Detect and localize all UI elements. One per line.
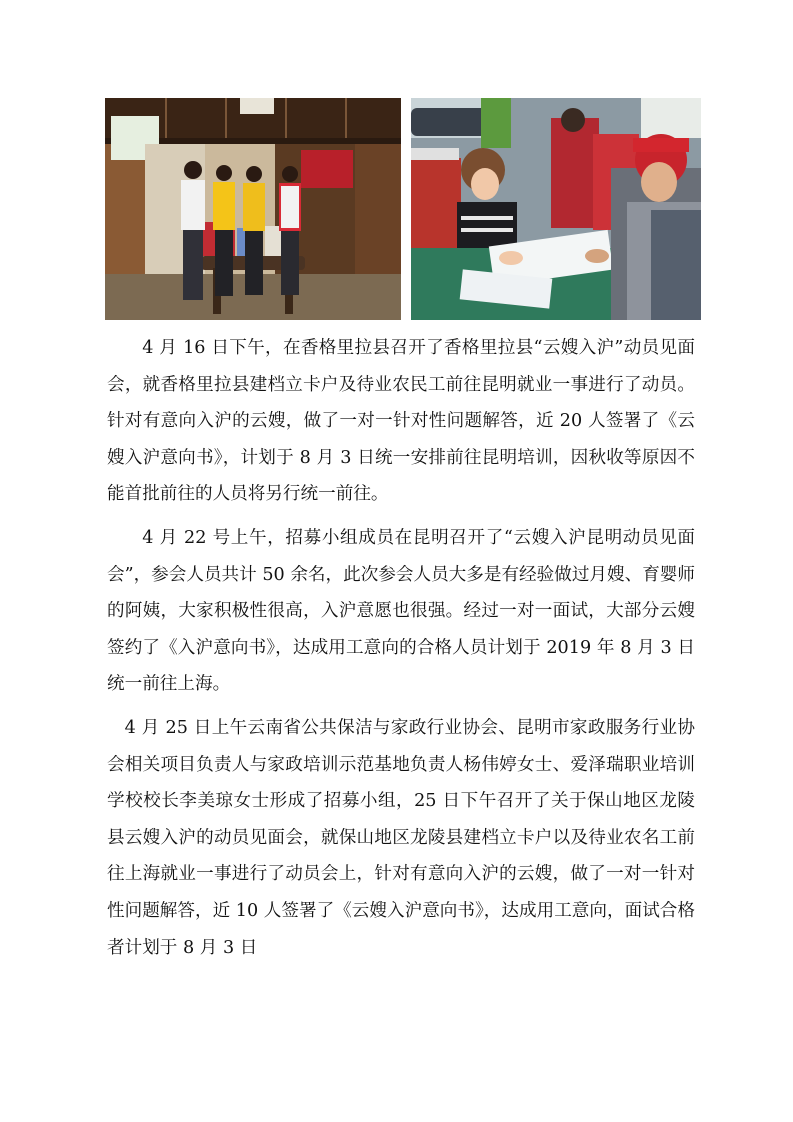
photo-meeting-group-image bbox=[105, 98, 401, 320]
paragraph-shangri-la-meeting: 4 月 16 日下午，在香格里拉县召开了香格里拉县“云嫂入沪”动员见面会，就香格里拉县建档立卡户及待业农民工前往昆明就业一事进行了动员。针对有意向入沪的云嫂，做了一对一针对性问题解答，近 20 人签署了《云嫂入沪意向书》，计划于 8 月 3 日统一安排前往昆明培训，因秋收等原因不能首批前往的人员将另行统一前往。 bbox=[107, 338, 695, 505]
article-body bbox=[107, 330, 695, 973]
photo-meeting-group bbox=[105, 98, 401, 320]
paragraph-longling-meeting: 4 月 25 日上午云南省公共保洁与家政行业协会、昆明市家政服务行业协会相关项目负责人与家政培训示范基地负责人杨伟婷女士、爱泽瑞职业培训学校校长李美琼女士形成了招募小组，25 日下午召开了关于保山地区龙陵县云嫂入沪的动员见面会，就保山地区龙陵县建档立卡户以及待业农名工前往上海就业一事进行了动员会上，针对有意向入沪的云嫂，做了一对一针对性问题解答，近 10 人签署了《云嫂入沪意向书》，达成用工意向，面试合格者计划于 8 月 3 日 bbox=[107, 717, 695, 958]
photo-registration-table bbox=[411, 98, 701, 320]
photo-registration-table-image bbox=[411, 98, 701, 320]
paragraph-kunming-meeting: 4 月 22 号上午，招募小组成员在昆明召开了“云嫂入沪昆明动员见面会”，参会人员共计 50 余名，此次参会人员大多是有经验做过月嫂、育婴师的阿姨，大家积极性很高，入沪意愿也很强。经过一对一面试，大部分云嫂签约了《入沪意向书》，达成用工意向的合格人员计划于 2019 年 8 月 3 日统一前往上海。 bbox=[107, 527, 695, 695]
